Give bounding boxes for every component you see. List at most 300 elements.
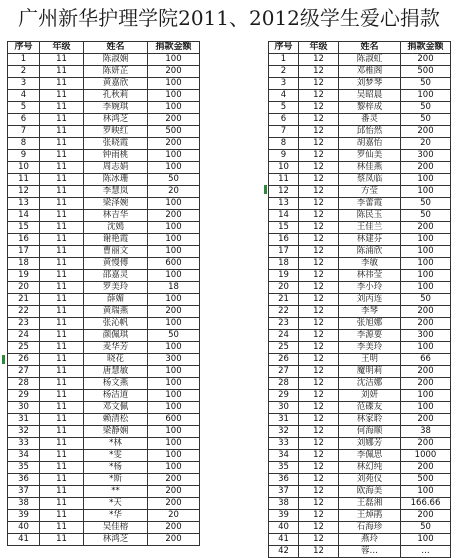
table-row [269,318,451,330]
row-number: 29 [269,390,299,402]
row-number: 13 [269,198,299,210]
row-grade: 12 [299,102,339,114]
table-row [8,462,200,474]
row-name: 陈淑虹 [339,54,401,66]
table-row [269,102,451,114]
row-grade: 12 [299,198,339,210]
row-name: 杨文燕 [84,378,148,390]
row-amount: 100 [148,54,200,66]
row-grade: 11 [40,354,84,366]
row-amount: 600 [148,414,200,426]
table-row [269,522,451,534]
row-grade: 12 [299,186,339,198]
row-name: 钟雨桃 [84,150,148,162]
row-amount: 100 [401,486,451,498]
row-amount: 100 [401,174,451,186]
row-number: 23 [8,318,40,330]
row-grade: 12 [299,282,339,294]
row-number: 14 [8,210,40,222]
row-amount: 50 [401,210,451,222]
row-amount: 200 [401,222,451,234]
row-name: 林建芬 [339,234,401,246]
row-amount: 600 [148,258,200,270]
row-number: 31 [269,414,299,426]
table-row [8,342,200,354]
row-name: 李小玲 [339,282,401,294]
row-grade: 11 [40,426,84,438]
row-name: 黄瑞燕 [84,306,148,318]
row-amount: 100 [401,390,451,402]
row-number: 32 [269,426,299,438]
table-row [269,54,451,66]
row-name: 梁泽婉 [84,198,148,210]
row-amount: 100 [148,198,200,210]
row-amount: 200 [148,306,200,318]
row-amount: 100 [148,318,200,330]
row-number: 10 [269,162,299,174]
table-row [269,426,451,438]
row-name: 李慧岚 [84,186,148,198]
row-grade: 12 [299,414,339,426]
row-grade: 12 [299,54,339,66]
header-grade: 年级 [40,42,84,54]
table-row [269,366,451,378]
row-number: 38 [269,498,299,510]
row-name: 番灵 [339,114,401,126]
header-name: 姓名 [339,42,401,54]
row-grade: 12 [299,258,339,270]
row-amount: 100 [401,270,451,282]
row-amount: 300 [401,330,451,342]
row-amount: 100 [401,234,451,246]
table-row [8,498,200,510]
row-number: 20 [269,282,299,294]
row-amount: 100 [148,78,200,90]
row-number: 25 [269,342,299,354]
row-number: 6 [8,114,40,126]
row-amount: … [401,546,451,558]
table-row [8,114,200,126]
row-name: 罗仙美 [339,150,401,162]
table-row [8,414,200,426]
row-number: 20 [8,282,40,294]
row-grade: 11 [40,306,84,318]
row-amount: 100 [401,534,451,546]
row-number: 34 [269,450,299,462]
row-name: 张旭娜 [339,318,401,330]
row-number: 40 [8,522,40,534]
row-amount: 100 [148,438,200,450]
table-row [8,486,200,498]
row-grade: 11 [40,534,84,546]
row-number: 29 [8,390,40,402]
row-name: 麦华芳 [84,342,148,354]
row-grade: 12 [299,522,339,534]
table-row [8,306,200,318]
right-table-body [269,54,451,558]
row-name: 沈嫣 [84,222,148,234]
row-grade: 12 [299,90,339,102]
row-number: 16 [269,234,299,246]
table-row [269,462,451,474]
row-amount: 100 [401,258,451,270]
row-amount: 200 [148,498,200,510]
row-grade: 11 [40,258,84,270]
row-grade: 12 [299,510,339,522]
row-name: *华 [84,510,148,522]
row-amount: 100 [148,90,200,102]
table-row [8,330,200,342]
row-grade: 11 [40,174,84,186]
table-row [8,294,200,306]
row-number: 31 [8,414,40,426]
row-amount: 100 [401,186,451,198]
row-grade: 12 [299,306,339,318]
row-number: 24 [269,330,299,342]
row-grade: 11 [40,390,84,402]
row-number: 10 [8,162,40,174]
row-amount: 100 [148,366,200,378]
row-name: 邓椎阁 [339,66,401,78]
row-grade: 11 [40,150,84,162]
row-grade: 11 [40,222,84,234]
row-amount: 166.66 [401,498,451,510]
left-table-body [8,54,200,546]
table-row [8,162,200,174]
row-grade: 11 [40,270,84,282]
row-amount: 200 [148,210,200,222]
document-title: 广州新华护理学院2011、2012级学生爱心捐款 [18,6,440,30]
table-row [8,378,200,390]
row-amount: 50 [148,330,200,342]
row-grade: 12 [299,246,339,258]
row-grade: 11 [40,66,84,78]
row-number: 35 [8,462,40,474]
row-amount: 200 [148,138,200,150]
row-name: 梁静娴 [84,426,148,438]
table-row [8,510,200,522]
header-no: 序号 [8,42,40,54]
row-amount: 100 [148,222,200,234]
table-row [269,282,451,294]
table-row [269,390,451,402]
table-row [8,366,200,378]
row-name: 刘娜芳 [339,438,401,450]
row-marker [264,185,267,194]
row-grade: 11 [40,198,84,210]
row-name: 陈淑娴 [84,54,148,66]
row-name: 林祎莹 [339,270,401,282]
table-row [269,546,451,558]
row-number: 12 [8,186,40,198]
row-grade: 12 [299,138,339,150]
row-number: 42 [269,546,299,558]
row-name: 周志娟 [84,162,148,174]
row-name: 蔡凤临 [339,174,401,186]
table-row [269,78,451,90]
row-name: 薛媚 [84,294,148,306]
table-row [269,258,451,270]
row-number: 19 [8,270,40,282]
row-number: 4 [8,90,40,102]
row-grade: 11 [40,282,84,294]
table-row [269,306,451,318]
row-name: 黄慢傅 [84,258,148,270]
table-row [8,234,200,246]
row-name: 曹丽文 [84,246,148,258]
row-name: 林吉华 [84,210,148,222]
row-number: 9 [8,150,40,162]
row-name: 颜佩琪 [84,330,148,342]
table-row [8,150,200,162]
row-name: 燕玲 [339,534,401,546]
row-number: 16 [8,234,40,246]
row-number: 11 [8,174,40,186]
row-grade: 11 [40,234,84,246]
row-grade: 11 [40,462,84,474]
row-grade: 12 [299,78,339,90]
row-name: 李美玲 [339,342,401,354]
row-amount: 20 [148,186,200,198]
row-grade: 11 [40,126,84,138]
row-amount: 300 [148,354,200,366]
row-amount: 50 [401,102,451,114]
row-number: 18 [269,258,299,270]
row-number: 15 [8,222,40,234]
table-row [269,246,451,258]
row-grade: 11 [40,186,84,198]
table-row [269,534,451,546]
row-number: 21 [8,294,40,306]
row-number: 28 [269,378,299,390]
row-name: 林佳燕 [339,162,401,174]
row-number: 30 [269,402,299,414]
row-number: 5 [269,102,299,114]
table-row [8,126,200,138]
row-amount: 200 [401,366,451,378]
table-row [269,114,451,126]
row-number: 25 [8,342,40,354]
table-row [269,150,451,162]
row-amount: 100 [148,462,200,474]
row-grade: 12 [299,162,339,174]
row-amount: 500 [401,474,451,486]
row-amount: 200 [401,318,451,330]
header-amount: 捐款金额 [148,42,200,54]
row-name: 罗映红 [84,126,148,138]
row-number: 12 [269,186,299,198]
table-row [8,282,200,294]
row-number: 21 [269,294,299,306]
row-grade: 11 [40,102,84,114]
row-grade: 12 [299,474,339,486]
row-amount: 200 [148,474,200,486]
row-amount: 200 [148,534,200,546]
row-grade: 12 [299,222,339,234]
table-row [269,138,451,150]
row-name: *杨 [84,462,148,474]
header-no: 序号 [269,42,299,54]
row-name: 陈民玉 [339,210,401,222]
row-grade: 12 [299,402,339,414]
row-number: 28 [8,378,40,390]
table-header-row [8,42,200,54]
row-name: 邱怡然 [339,126,401,138]
row-amount: 200 [401,438,451,450]
row-grade: 11 [40,522,84,534]
row-grade: 11 [40,210,84,222]
table-row [269,222,451,234]
row-amount: 200 [401,414,451,426]
row-amount: 20 [148,510,200,522]
row-number: 1 [269,54,299,66]
row-name: 胡嘉怡 [339,138,401,150]
table-row [8,426,200,438]
table-row [269,354,451,366]
row-grade: 12 [299,126,339,138]
row-grade: 11 [40,246,84,258]
row-number: 34 [8,450,40,462]
row-number: 1 [8,54,40,66]
header-grade: 年级 [299,42,339,54]
row-name: 邵嘉灵 [84,270,148,282]
table-row [269,414,451,426]
row-name: 陈浦欣 [339,246,401,258]
row-name: 黎梓成 [339,102,401,114]
row-amount: 200 [401,462,451,474]
row-name: 魔明莉 [339,366,401,378]
row-name: ** [84,486,148,498]
row-amount: 100 [148,402,200,414]
row-name: 林鸿芝 [84,114,148,126]
row-grade: 12 [299,114,339,126]
row-name: *天 [84,498,148,510]
row-number: 27 [8,366,40,378]
table-row [8,186,200,198]
row-name: 李佩思 [339,450,401,462]
table-row [8,174,200,186]
row-name: 李敏 [339,258,401,270]
row-number: 37 [8,486,40,498]
row-number: 14 [269,210,299,222]
table-row [8,258,200,270]
table-row [8,390,200,402]
row-grade: 11 [40,138,84,150]
row-grade: 11 [40,450,84,462]
row-amount: 50 [401,522,451,534]
row-grade: 12 [299,378,339,390]
table-row [8,102,200,114]
table-row [8,78,200,90]
row-number: 41 [269,534,299,546]
row-name: 陈冰珊 [84,174,148,186]
table-row [8,138,200,150]
table-row [269,234,451,246]
table-row [269,126,451,138]
row-name: 吴昭晨 [339,90,401,102]
row-grade: 11 [40,318,84,330]
row-number: 36 [269,474,299,486]
row-amount: 100 [401,342,451,354]
row-name: 何海顺 [339,426,401,438]
row-amount: 100 [148,378,200,390]
table-row [269,186,451,198]
row-amount: 38 [401,426,451,438]
row-grade: 12 [299,270,339,282]
row-grade: 11 [40,378,84,390]
table-row [8,66,200,78]
row-grade: 11 [40,330,84,342]
row-amount: 100 [148,150,200,162]
row-name: 杨洁道 [84,390,148,402]
row-grade: 12 [299,390,339,402]
row-grade: 11 [40,366,84,378]
table-row [8,402,200,414]
table-row [269,270,451,282]
row-name: 刘丙连 [339,294,401,306]
row-number: 32 [8,426,40,438]
row-amount: 200 [401,378,451,390]
row-grade: 12 [299,450,339,462]
row-name: 晓花 [84,354,148,366]
table-row [269,330,451,342]
row-grade: 12 [299,546,339,558]
row-number: 37 [269,486,299,498]
row-amount: 18 [148,282,200,294]
row-name: 孔秋莉 [84,90,148,102]
row-amount: 100 [148,246,200,258]
row-grade: 12 [299,534,339,546]
row-number: 5 [8,102,40,114]
row-name: 李婉琪 [84,102,148,114]
row-number: 13 [8,198,40,210]
row-name: 李源要 [339,330,401,342]
row-number: 17 [8,246,40,258]
row-number: 9 [269,150,299,162]
row-name: 李蕾霞 [339,198,401,210]
table-row [8,450,200,462]
row-amount: 50 [401,114,451,126]
table-header-row [269,42,451,54]
row-number: 40 [269,522,299,534]
row-grade: 11 [40,486,84,498]
row-amount: 200 [148,486,200,498]
row-number: 7 [8,126,40,138]
table-row [8,198,200,210]
row-grade: 12 [299,354,339,366]
table-row [269,402,451,414]
row-number: 33 [269,438,299,450]
table-row [8,210,200,222]
row-name: 刘梦琴 [339,78,401,90]
row-amount: 100 [148,426,200,438]
table-row [8,90,200,102]
row-grade: 11 [40,90,84,102]
table-row [8,534,200,546]
row-amount: 200 [148,66,200,78]
table-row [8,54,200,66]
row-grade: 11 [40,438,84,450]
table-row [269,510,451,522]
row-grade: 12 [299,210,339,222]
row-name: 刘妍 [339,390,401,402]
row-amount: 20 [401,138,451,150]
row-number: 36 [8,474,40,486]
row-amount: 200 [148,522,200,534]
row-name: 张晓霞 [84,138,148,150]
table-row [269,66,451,78]
row-grade: 12 [299,426,339,438]
